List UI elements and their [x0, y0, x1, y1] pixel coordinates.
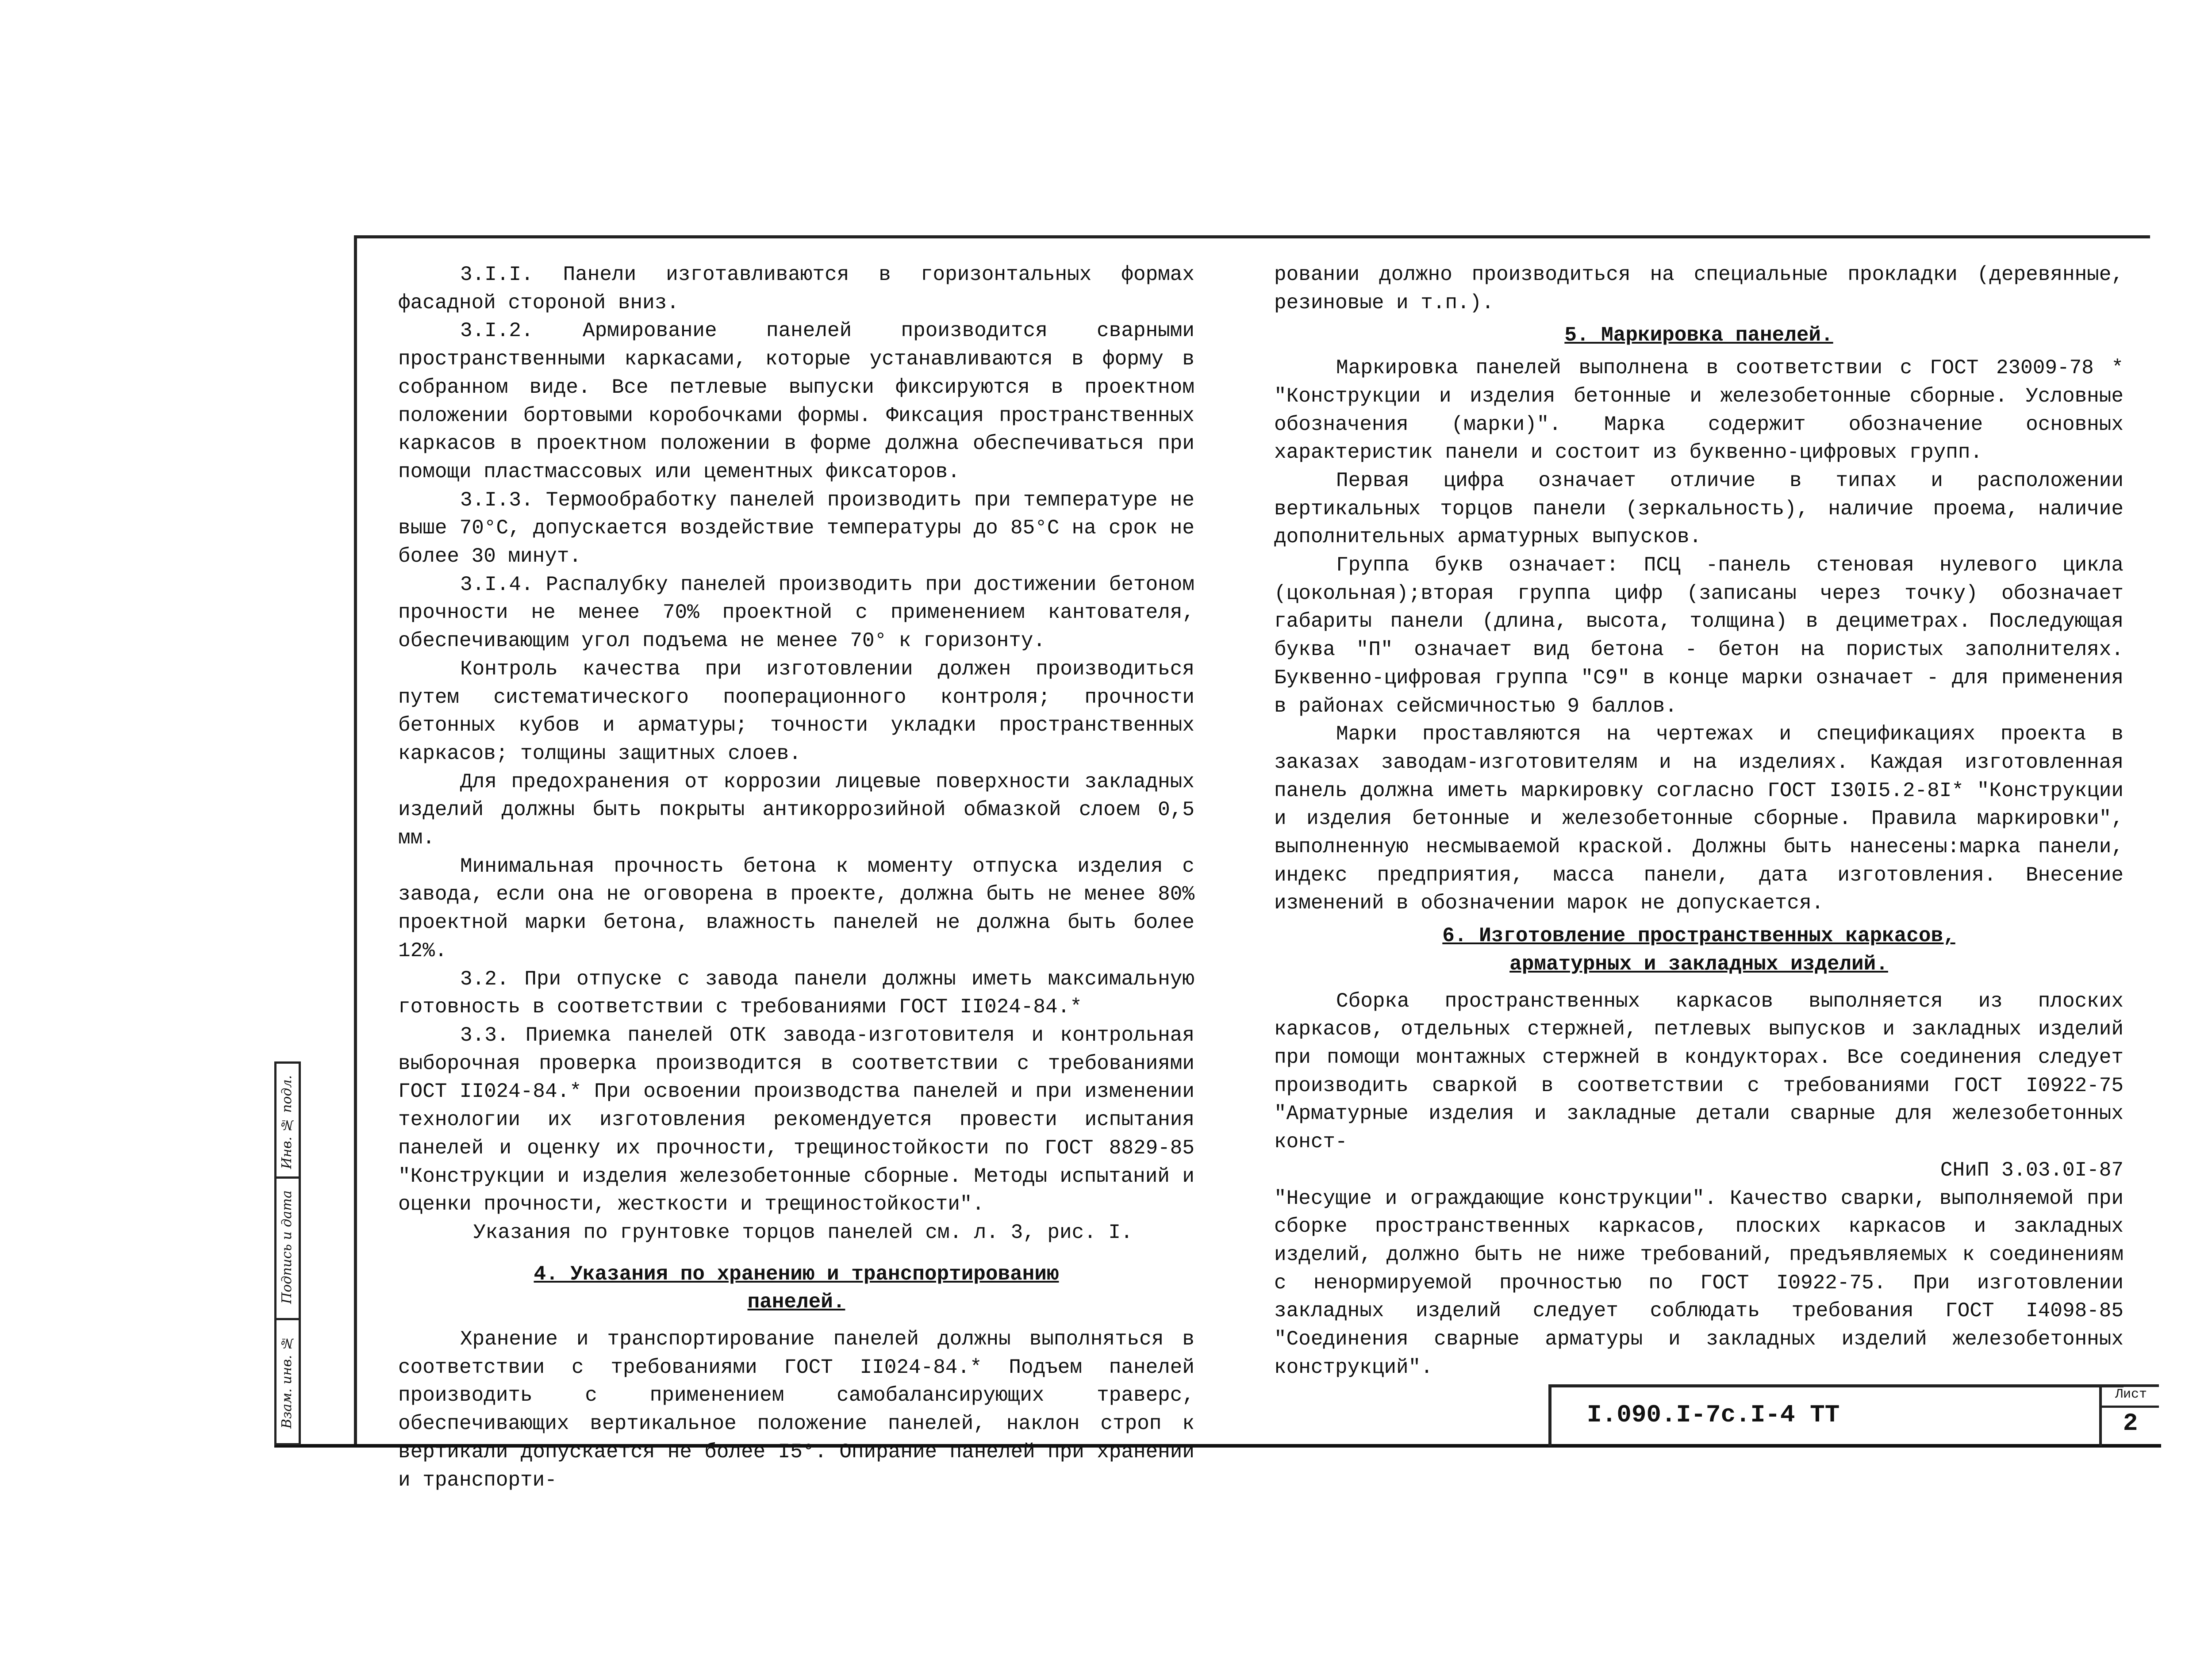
paragraph: Сборка пространственных каркасов выполняется из плоских каркасов, отдельных стержней, петлевых выпусков и закладных изделий при помощи монтажных стержней в кондукторах. Все соединения следует производить сваркой в соответствии с требованиями ГОСТ I0922-75 "Арматурные изделия и закладные детали сварные для железобетонных конст- — [1274, 989, 2124, 1154]
paragraph: 3.2. При отпуске с завода панели должны иметь максимальную готовность в соответствии с требованиями ГОСТ II024-84.* — [398, 967, 1194, 1019]
paragraph: 3.I.2. Армирование панелей производится сварными пространственными каркасами, которые устанавливаются в форму в собранном виде. Все петлевые выпуски фиксируются в проектном положении бортовыми коробочками формы. Фиксация пространственных каркасов в проектном положении в форме должна обеспечиваться при помощи пластмассовых или цементных фиксаторов. — [398, 319, 1194, 483]
sheet-label: Лист — [2115, 1387, 2147, 1402]
left-column — [398, 261, 1194, 1494]
sheet-divider — [2102, 1406, 2159, 1408]
paragraph: Марки проставляются на чертежах и спецификациях проекта в заказах заводам-изготовителям и на изделиях. Каждая изготовленная панель должна иметь маркировку согласно ГОСТ I30I5.2-8I* "Конструкции и изделия бетонные и железобетонные сборные. Правила маркировки", выполненную несмываемой краской. Должны быть нанесены:марка панели, индекс предприятия, масса панели, дата изготовления. Внесение изменений в обозначении марок не допускается. — [1274, 723, 2124, 915]
paragraph: Группа букв означает: ПСЦ -панель стеновая нулевого цикла (цокольная);вторая группа цифр (записаны через точку) обозначает габариты панели (длина, высота, толщина) в дециметрах. Последующая буква "П" означает вид бетона - бетон на пористых заполнителях. Буквенно-цифровая группа "С9" в конце марки означает - для применения в районах сейсмичностью 9 баллов. — [1274, 554, 2124, 718]
sidebar-divider — [276, 1318, 299, 1320]
title-block — [1548, 1384, 2124, 1446]
sidebar-divider — [276, 1176, 299, 1179]
paragraph: Контроль качества при изготовлении должен производиться путем систематического пооперационного контроля; прочности бетонных кубов и арматуры; точности укладки пространственных каркасов; толщины защитных слоев. — [398, 657, 1194, 765]
right-column — [1274, 261, 2124, 1382]
paragraph: ровании должно производиться на специальные прокладки (деревянные, резиновые и т.п.). — [1274, 263, 2124, 314]
paragraph: Первая цифра означает отличие в типах и расположении вертикальных торцов панели (зеркальность), наличие проема, наличие дополнительных арматурных выпусков. — [1274, 469, 2124, 549]
frame-top-border — [354, 235, 2150, 238]
paragraph: Для предохранения от коррозии лицевые поверхности закладных изделий должны быть покрыты антикоррозийной обмазкой слоем 0,5 мм. — [398, 770, 1194, 850]
paragraph: Указания по грунтовке торцов панелей см. л. 3, рис. I. — [473, 1221, 1133, 1244]
paragraph: 3.3. Приемка панелей ОТК завода-изготовителя и контрольная выборочная проверка производится в соответствии с требованиями ГОСТ II024-84.* При освоении производства панелей и при изменении технологии их изготовления рекомендуется провести испытания панелей и оценку их прочности, трещиностойкости по ГОСТ 8829-85 "Конструкции и изделия железобетонные сборные. Методы испытаний и оценки прочности, жесткости и трещиностойкости". — [398, 1023, 1194, 1216]
paragraph: 3.I.I. Панели изготавливаются в горизонтальных формах фасадной стороной вниз. — [398, 263, 1194, 314]
frame-left-border — [354, 235, 357, 1447]
paragraph: Хранение и транспортирование панелей должны выполняться в соответствии с требованиями ГОСТ II024-84.* Подъем панелей производить с применением самобалансирующих траверс, обеспечивающих вертикальное положение панелей, наклон строп к вертикали допускается не более I5°. Опирание панелей при хранении и транспорти- — [398, 1328, 1194, 1492]
section-heading: 6. Изготовление пространственных каркасов, арматурных и закладных изделий. — [1442, 924, 1955, 976]
sidebar-stamp — [274, 1061, 301, 1445]
sheet-number: 2 — [2123, 1409, 2138, 1437]
sidebar-label-inv: Инв. № подл. — [279, 1075, 295, 1169]
paragraph: СНиП 3.03.0I-87 — [1940, 1158, 2124, 1182]
paragraph: "Несущие и ограждающие конструкции". Качество сварки, выполняемой при сборке пространственных каркасов, плоских каркасов и закладных изделий, должно быть не ниже требований, предъявляемых к соединениям с ненормируемой прочностью по ГОСТ I0922-75. При изготовлении закладных изделий следует соблюдать требования ГОСТ I4098-85 "Соединения сварные арматуры и закладных изделий железобетонных конструкций". — [1274, 1187, 2124, 1379]
sheet-box — [2099, 1384, 2159, 1446]
section-heading: 5. Маркировка панелей. — [1564, 324, 1833, 347]
document-code: I.090.I-7с.I-4 ТТ — [1587, 1401, 1840, 1429]
sidebar-label-replacement: Взам. инв. № — [279, 1335, 295, 1429]
paragraph: 3.I.3. Термообработку панелей производить при температуре не выше 70°С, допускается воздействие температуры до 85°С на срок не более 30 минут. — [398, 488, 1194, 568]
sidebar-label-signature: Подпись и дата — [279, 1190, 295, 1304]
paragraph: 3.I.4. Распалубку панелей производить при достижении бетоном прочности не менее 70% проектной с применением кантователя, обеспечивающим угол подъема не менее 70° к горизонту. — [398, 573, 1194, 653]
paragraph: Минимальная прочность бетона к моменту отпуска изделия с завода, если она не оговорена в проекте, должна быть не менее 80% проектной марки бетона, влажность панелей не должна быть более 12%. — [398, 854, 1194, 962]
section-heading: 4. Указания по хранению и транспортированию панелей. — [534, 1262, 1059, 1314]
paragraph: Маркировка панелей выполнена в соответствии с ГОСТ 23009-78 * "Конструкции и изделия бетонные и железобетонные сборные. Условные обозначения (марки)". Марка содержит обозначение основных характеристик панели и состоит из буквенно-цифровых групп. — [1274, 356, 2124, 464]
